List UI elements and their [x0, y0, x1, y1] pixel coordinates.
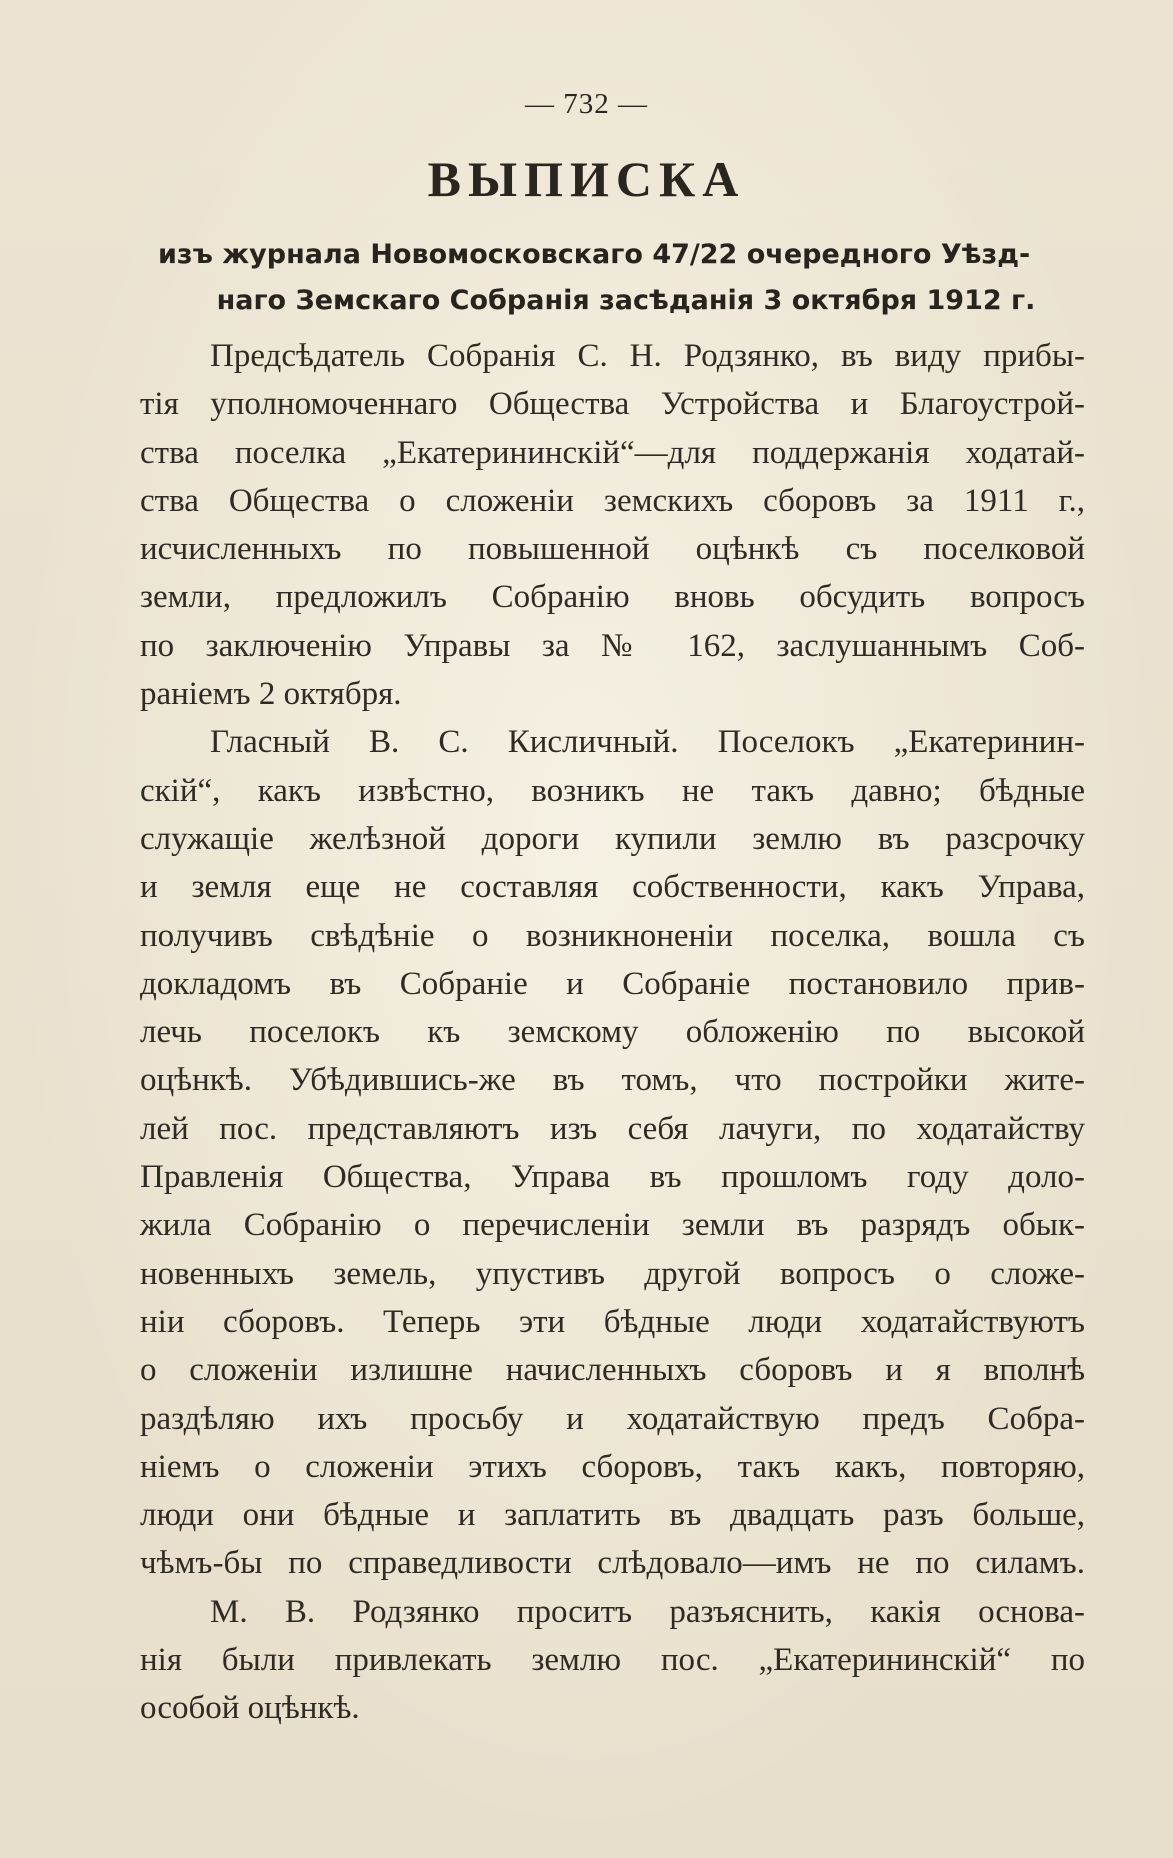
text-line: лечь поселокъ къ земскому обложенію по высокой	[140, 1014, 1085, 1051]
text-line: раздѣляю ихъ просьбу и ходатайствую предъ Собра-	[140, 1400, 1085, 1437]
subtitle-line: наго Земскаго Собранія засѣданія 3 октября 1912 г.	[216, 285, 1036, 316]
subtitle-line: изъ журнала Новомосковскаго 47/22 очередного Уѣзд-	[158, 239, 1031, 270]
document-title: ВЫПИСКА	[427, 151, 746, 207]
text-line: Предсѣдатель Собранія С. Н. Родзянко, въ виду прибы-	[210, 338, 1085, 374]
text-line: земли, предложилъ Собранію вновь обсудить вопросъ	[140, 579, 1085, 616]
text-line: получивъ свѣдѣніе о возникноненіи поселка, вошла съ	[140, 917, 1085, 954]
text-line: докладомъ въ Собраніе и Собраніе постановило прив-	[140, 965, 1085, 1002]
text-line: скій“, какъ извѣстно, возникъ не такъ давно; бѣдные	[140, 772, 1085, 809]
page-number: — 732 —	[525, 88, 648, 120]
text-line: нія были привлекать землю пос. „Екатерининскій“ по	[140, 1642, 1085, 1679]
text-line: о сложеніи излишне начисленныхъ сборовъ и я вполнѣ	[140, 1352, 1085, 1389]
document-body	[140, 332, 1085, 1733]
text-line: лей пос. представляютъ изъ себя лачуги, по ходатайству	[140, 1110, 1085, 1147]
text-line: новенныхъ земель, упустивъ другой вопросъ о сложе-	[140, 1255, 1085, 1292]
text-line: ства Общества о сложеніи земскихъ сборовъ за 1911 г.,	[140, 482, 1085, 519]
text-line: исчисленныхъ по повышенной оцѣнкѣ съ поселковой	[140, 531, 1085, 568]
text-line: служащіе желѣзной дороги купили землю въ разсрочку	[140, 820, 1085, 857]
text-line: чѣмъ-бы по справедливости слѣдовало—имъ не по силамъ.	[140, 1545, 1085, 1582]
text-line: Гласный В. С. Кисличный. Поселокъ „Екатеринин-	[210, 724, 1085, 761]
text-line: по заключенію Управы за № 162, заслушаннымъ Соб-	[140, 627, 1085, 664]
text-line: ніи сборовъ. Теперь эти бѣдные люди ходатайствуютъ	[140, 1303, 1085, 1340]
text-line: ства поселка „Екатерининскій“—для поддержанія ходатай-	[140, 434, 1085, 471]
text-line: и земля еще не составляя собственности, какъ Управа,	[140, 869, 1085, 906]
text-line: Правленія Общества, Управа въ прошломъ году доло-	[140, 1159, 1085, 1196]
text-line: ніемъ о сложеніи этихъ сборовъ, такъ какъ, повторяю,	[140, 1448, 1085, 1485]
document-subtitle	[158, 232, 1094, 324]
text-line: жила Собранію о перечисленіи земли въ разрядъ обык-	[140, 1207, 1085, 1244]
text-line: тія уполномоченнаго Общества Устройства и Благоустрой-	[140, 386, 1085, 423]
text-line: особой оцѣнкѣ.	[140, 1690, 360, 1727]
text-line: оцѣнкѣ. Убѣдившись-же въ томъ, что постройки жите-	[140, 1062, 1085, 1099]
text-line: М. В. Родзянко проситъ разъяснить, какія основа-	[210, 1593, 1085, 1630]
text-line: люди они бѣдные и заплатить въ двадцать разъ больше,	[140, 1497, 1085, 1534]
text-line: раніемъ 2 октября.	[140, 676, 402, 713]
